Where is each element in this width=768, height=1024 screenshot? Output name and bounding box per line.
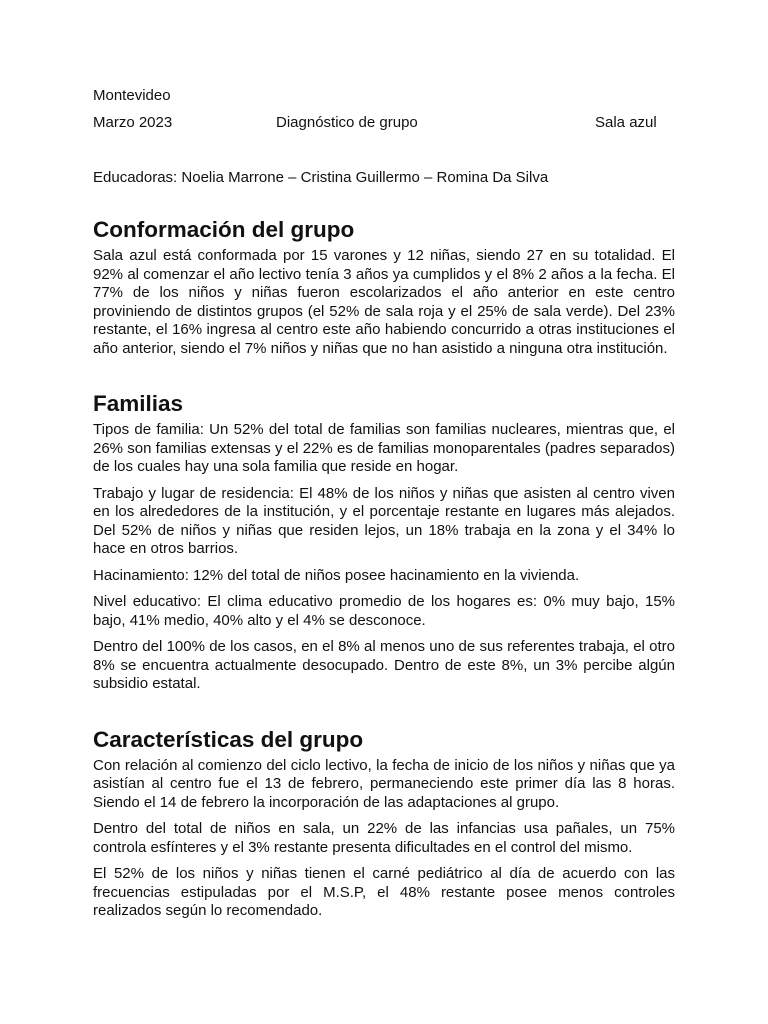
- document-page: [93, 86, 675, 921]
- date-text: Marzo 2023: [93, 114, 173, 131]
- section-title-familias: Familias: [93, 391, 184, 416]
- document-title: Diagnóstico de grupo: [276, 114, 418, 131]
- paragraph: El 52% de los niños y niñas tienen el carné pediátrico al día de acuerdo con las frecuencias estipuladas por el M.S.P, el 48% restante posee menos controles realizados según lo recomendado.: [93, 865, 675, 919]
- paragraph: Hacinamiento: 12% del total de niños posee hacinamiento en la vivienda.: [93, 566, 580, 584]
- educators-text: Educadoras: Noelia Marrone – Cristina Guillermo – Romina Da Silva: [93, 169, 549, 186]
- paragraph: Dentro del total de niños en sala, un 22% de las infancias usa pañales, un 75% controla esfínteres y el 3% restante presenta dificultades en el control del mismo.: [93, 820, 675, 856]
- paragraph: Sala azul está conformada por 15 varones y 12 niñas, siendo 27 en su totalidad. El 92% al comenzar el año lectivo tenía 3 años ya cumplidos y el 8% 2 años a la fecha. El 77% de los niños y niñas fueron escolarizados el año anterior en este centro proviniendo de distintos grupos (el 52% de sala roja y el 25% de sala verde). Del 23% restante, el 16% ingresa al centro este año habiendo concurrido a otras instituciones el año anterior, siendo el 7% niños y niñas que no han asistido a ninguna otra institución.: [93, 247, 675, 357]
- paragraph: Trabajo y lugar de residencia: El 48% de los niños y niñas que asisten al centro viven en los alrededores de la institución, y el porcentaje restante en lugares más alejados. Del 52% de niños y niñas que residen lejos, un 18% trabaja en la zona y el 34% lo hace en otros barrios.: [93, 484, 675, 557]
- paragraph: Dentro del 100% de los casos, en el 8% al menos uno de sus referentes trabaja, el otro 8% se encuentra actualmente desocupado. Dentro de este 8%, un 3% percibe algún subsidio estatal.: [93, 638, 675, 692]
- room-text: Sala azul: [595, 114, 657, 131]
- paragraph: Nivel educativo: El clima educativo promedio de los hogares es: 0% muy bajo, 15% bajo, 41% medio, 40% alto y el 4% se desconoce.: [93, 593, 675, 629]
- paragraph: Tipos de familia: Un 52% del total de familias son familias nucleares, mientras que, el 26% son familias extensas y el 22% es de familias monoparentales (padres separados) de los cuales hay una sola familia que reside en hogar.: [93, 421, 675, 475]
- section-title-caracteristicas: Características del grupo: [93, 726, 364, 752]
- paragraph: Con relación al comienzo del ciclo lectivo, la fecha de inicio de los niños y niñas que ya asistían al centro fue el 13 de febrero, permaneciendo este primer día las 8 horas. Siendo el 14 de febrero la incorporación de las adaptaciones al grupo.: [93, 756, 675, 811]
- section-title-conformacion: Conformación del grupo: [93, 217, 355, 242]
- header-row: [93, 113, 675, 132]
- city-text: Montevideo: [93, 87, 171, 104]
